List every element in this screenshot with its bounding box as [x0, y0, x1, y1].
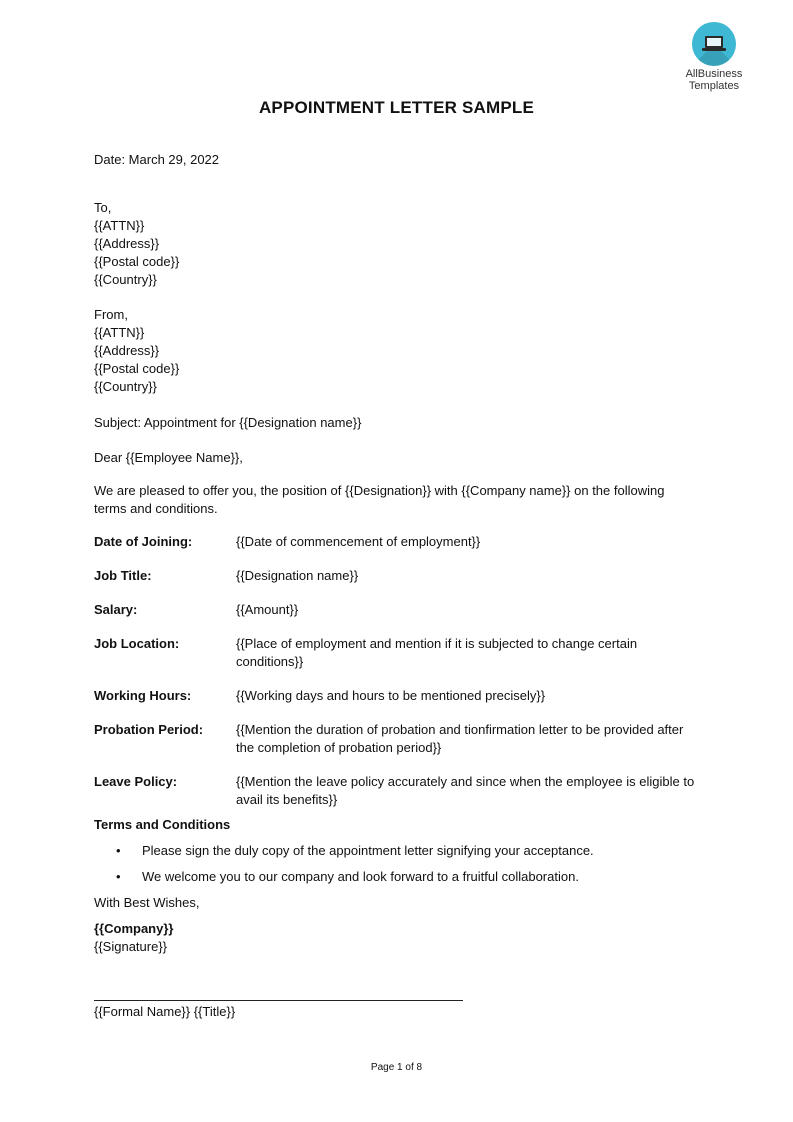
intro-paragraph: We are pleased to offer you, the position of {{Designation}} with {{Company name}} on the following terms and conditions.	[94, 483, 665, 516]
term-value: {{Designation name}}	[236, 568, 359, 583]
from-address: {{Address}}	[94, 343, 160, 358]
laptop-icon	[702, 35, 726, 53]
formal-name: {{Formal Name}} {{Title}}	[94, 1004, 236, 1019]
term-label: Date of Joining:	[94, 534, 193, 549]
letter-date: Date: March 29, 2022	[94, 152, 220, 167]
bullet-icon: •	[116, 843, 121, 858]
term-label: Job Location:	[94, 636, 180, 651]
list-item: We welcome you to our company and look forward to a fruitful collaboration.	[142, 869, 579, 884]
term-value: {{Amount}}	[236, 602, 299, 617]
allbusiness-templates-logo	[676, 22, 752, 92]
term-label: Probation Period:	[94, 722, 204, 737]
term-value: {{Date of commencement of employment}}	[236, 534, 481, 549]
signature-line	[94, 1000, 463, 1001]
to-country: {{Country}}	[94, 272, 157, 287]
logo-text: AllBusiness Templates	[685, 68, 743, 92]
term-value: {{Mention the leave policy accurately and since when the employee is eligible to avail its benefits}}	[236, 774, 695, 807]
list-item: Please sign the duly copy of the appointment letter signifying your acceptance.	[142, 843, 594, 858]
page-number: Page 1 of 8	[370, 1062, 423, 1073]
company-name: {{Company}}	[94, 921, 174, 936]
logo-badge	[692, 22, 736, 66]
signature-placeholder: {{Signature}}	[94, 939, 168, 954]
from-label: From,	[94, 307, 128, 322]
term-label: Leave Policy:	[94, 774, 178, 789]
closing: With Best Wishes,	[94, 895, 200, 910]
subject-line: Subject: Appointment for {{Designation name}}	[94, 415, 362, 430]
conditions-heading: Terms and Conditions	[94, 817, 231, 832]
to-attn: {{ATTN}}	[94, 218, 145, 233]
from-country: {{Country}}	[94, 379, 157, 394]
from-attn: {{ATTN}}	[94, 325, 145, 340]
term-label: Job Title:	[94, 568, 152, 583]
salutation: Dear {{Employee Name}},	[94, 450, 243, 465]
term-label: Salary:	[94, 602, 138, 617]
term-value: {{Place of employment and mention if it is subjected to change certain conditions}}	[236, 636, 638, 669]
to-label: To,	[94, 200, 112, 215]
from-postal-code: {{Postal code}}	[94, 361, 180, 376]
term-label: Working Hours:	[94, 688, 192, 703]
term-value: {{Working days and hours to be mentioned precisely}}	[236, 688, 546, 703]
to-address: {{Address}}	[94, 236, 160, 251]
term-value: {{Mention the duration of probation and tionfirmation letter to be provided after the completion of probation period}}	[236, 722, 684, 755]
document-title: APPOINTMENT LETTER SAMPLE	[258, 98, 535, 117]
to-postal-code: {{Postal code}}	[94, 254, 180, 269]
bullet-icon: •	[116, 869, 121, 884]
